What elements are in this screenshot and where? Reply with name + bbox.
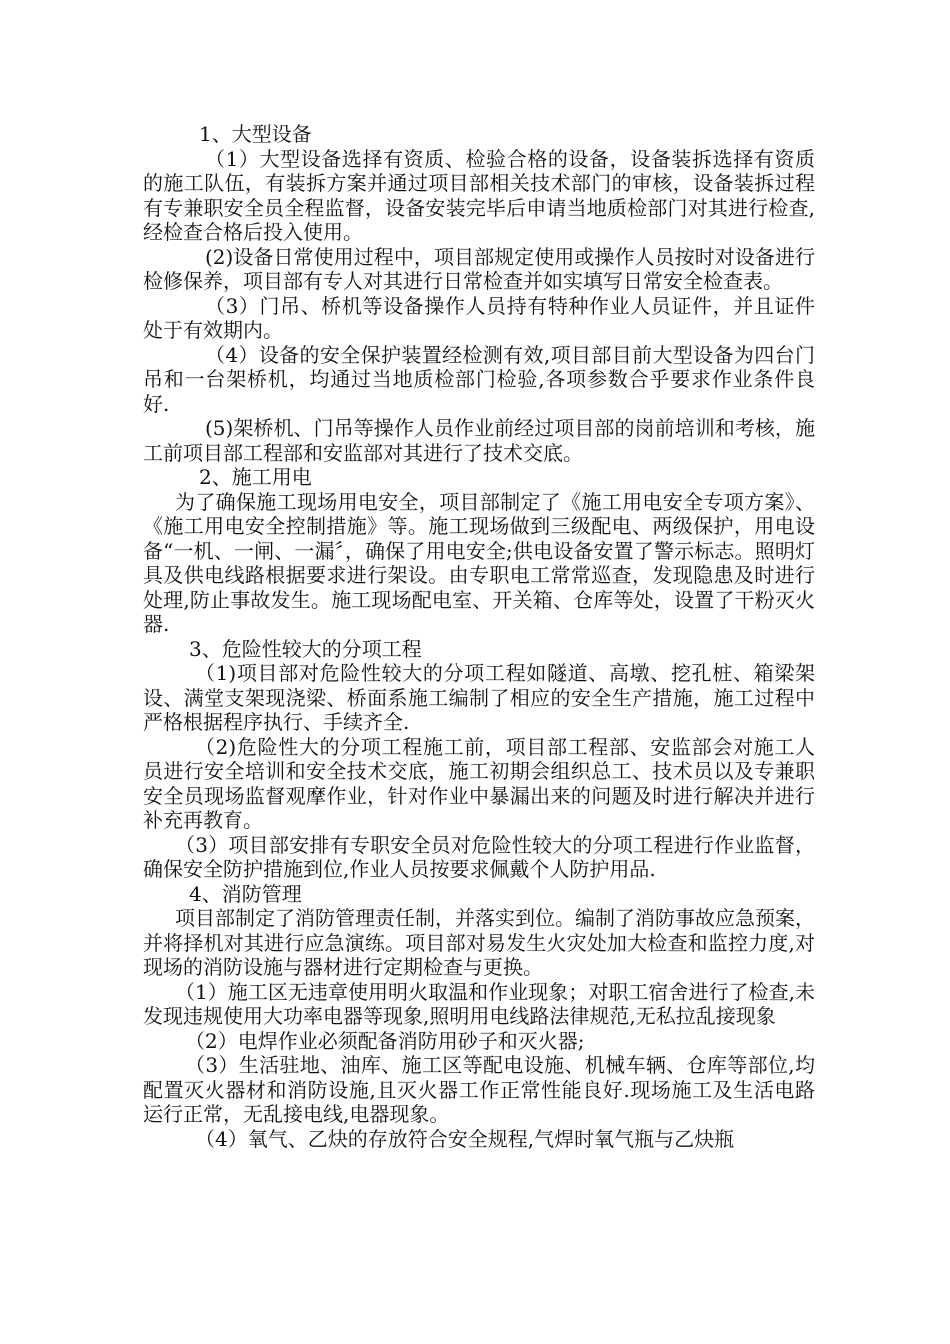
paragraph-fire-3: （3）生活驻地、油库、施工区等配电设施、机械车辆、仓库等部位,均配置灭火器材和消防设施,且灭火器工作正常性能良好.现场施工及生活电路运行正常，无乱接电线,电器现象。 bbox=[143, 1053, 815, 1126]
paragraph-equipment-4: （4）设备的安全保护装置经检测有效,项目部目前大型设备为四台门吊和一台架桥机，均通过当地质检部门检验,各项参数合乎要求作业条件良好. bbox=[143, 342, 815, 416]
paragraph-hazardous-2: （2)危险性大的分项工程施工前，项目部工程部、安监部会对施工人员进行安全培训和安全技术交底，施工初期会组织总工、技术员以及专兼职安全员现场监督观摩作业，针对作业中暴漏出来的问题及时进行解决并进行补充再教育。 bbox=[143, 734, 815, 832]
paragraph-hazardous-1: （1)项目部对危险性较大的分项工程如隧道、高墩、挖孔桩、箱梁架设、满堂支架现浇梁、桥面系施工编制了相应的安全生产措施，施工过程中严格根据程序执行、手续齐全. bbox=[143, 661, 815, 734]
paragraph-equipment-2: (2)设备日常使用过程中，项目部规定使用或操作人员按时对设备进行检修保养，项目部有专人对其进行日常检查并如实填写日常安全检查表。 bbox=[143, 244, 815, 293]
paragraph-fire-1: （1）施工区无违章使用明火取温和作业现象；对职工宿舍进行了检查,未发现违规使用大功率电器等现象,照明用电线路法律规范,无私拉乱接现象 bbox=[143, 979, 815, 1028]
paragraph-construction-power: 为了确保施工现场用电安全，项目部制定了《施工用电安全专项方案》、《施工用电安全控制措施》等。施工现场做到三级配电、两级保护，用电设备“一机、一闸、一漏〞，确保了用电安全;供电设备安置了警示标志。照明灯具及供电线路根据要求进行架设。由专职电工常常巡查，发现隐患及时进行处理,防止事故发生。施工现场配电室、开关箱、仓库等处，设置了干粉灭火器. bbox=[143, 489, 815, 636]
paragraph-fire-4: （4）氧气、乙炔的存放符合安全规程,气焊时氧气瓶与乙炔瓶 bbox=[195, 1126, 735, 1151]
paragraph-equipment-3: （3）门吊、桥机等设备操作人员持有特种作业人员证件，并且证件处于有效期内。 bbox=[143, 293, 815, 342]
section-heading-hazardous-works: 3、危险性较大的分项工程 bbox=[189, 636, 422, 661]
paragraph-equipment-1: （1）大型设备选择有资质、检验合格的设备，设备装拆选择有资质的施工队伍，有装拆方案并通过项目部相关技术部门的审核，设备装拆过程有专兼职安全员全程监督，设备安装完毕后申请当地质检部门对其进行检查,经检查合格后投入使用。 bbox=[143, 146, 815, 244]
paragraph-fire-2: （2）电焊作业必须配备消防用砂子和灭火器; bbox=[185, 1028, 585, 1053]
document-body bbox=[143, 122, 815, 1151]
section-heading-large-equipment: 1、大型设备 bbox=[199, 122, 312, 146]
section-heading-construction-power: 2、施工用电 bbox=[199, 465, 312, 489]
section-heading-fire-management: 4、消防管理 bbox=[189, 881, 302, 906]
paragraph-equipment-5: (5)架桥机、门吊等操作人员作业前经过项目部的岗前培训和考核，施工前项目部工程部和安监部对其进行了技术交底。 bbox=[143, 416, 815, 465]
paragraph-fire-intro: 项目部制定了消防管理责任制，并落实到位。编制了消防事故应急预案，并将择机对其进行应急演练。项目部对易发生火灾处加大检查和监控力度,对现场的消防设施与器材进行定期检查与更换。 bbox=[143, 906, 815, 979]
paragraph-hazardous-3: （3）项目部安排有专职安全员对危险性较大的分项工程进行作业监督，确保安全防护措施到位,作业人员按要求佩戴个人防护用品. bbox=[143, 832, 815, 881]
